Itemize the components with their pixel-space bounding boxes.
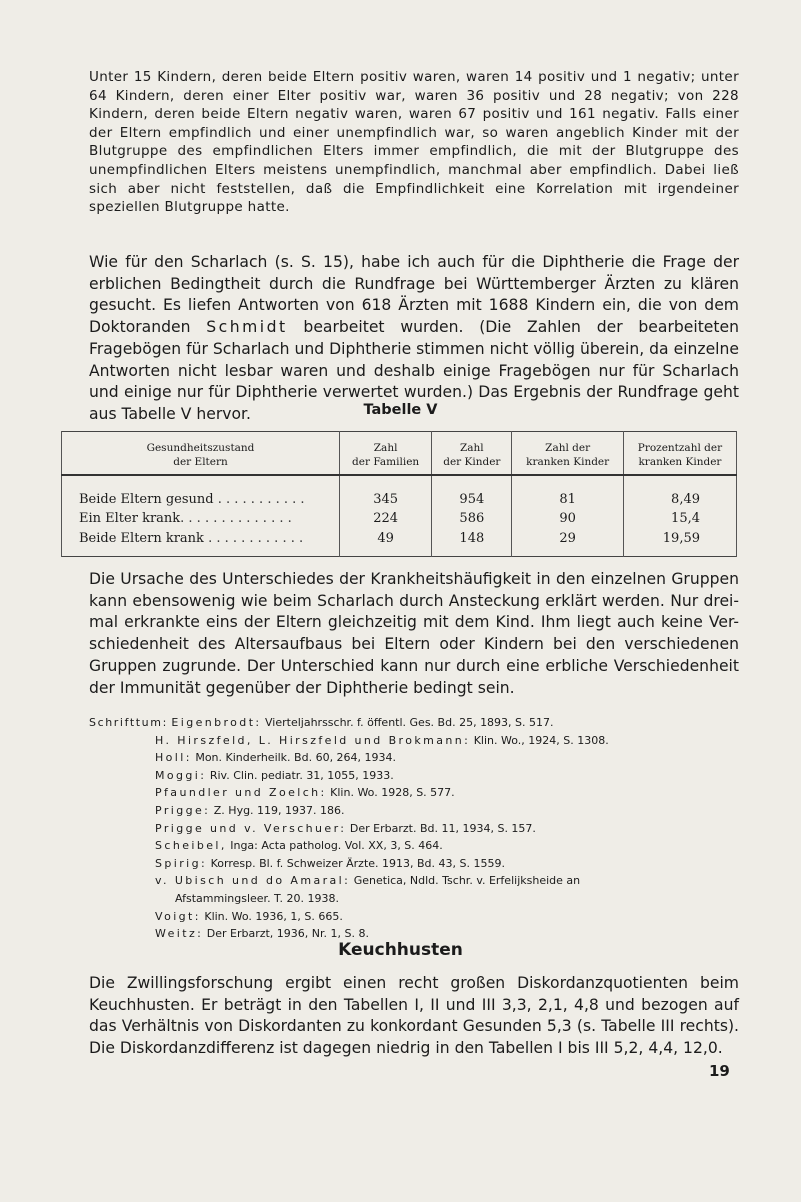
table-row xyxy=(62,529,737,557)
header-children: Zahl der Kinder xyxy=(432,432,512,476)
header-families: Zahl der Familien xyxy=(340,432,432,476)
doctoral-candidate-name: Schmidt xyxy=(206,318,288,337)
row-label: Beide Eltern krank . . . . . . . . . . . . xyxy=(62,529,340,557)
reference-item: v. Ubisch und do Amaral: Genetica, Ndld. Tschr. v. Erfelijksheide an xyxy=(155,874,581,888)
page-number: 19 xyxy=(709,1062,730,1080)
paragraph-diphtheria-survey xyxy=(89,252,739,426)
cell-families: 345 xyxy=(340,475,432,509)
reference-item: Moggi: Riv. Clin. pediatr. 31, 1055, 1933. xyxy=(155,768,394,782)
cell-sick: 81 xyxy=(512,475,623,509)
reference-item: H. Hirszfeld, L. Hirszfeld und Brokmann: Klin. Wo., 1924, S. 1308. xyxy=(155,733,609,747)
table-row xyxy=(62,509,737,528)
reference-item: Voigt: Klin. Wo. 1936, 1, S. 665. xyxy=(155,909,343,923)
header-health-status: Gesundheitszustand der Eltern xyxy=(62,432,340,476)
table-v xyxy=(61,431,737,557)
reference-item-continuation: Afstammingsleer. T. 20. 1938. xyxy=(175,891,339,905)
cell-families: 49 xyxy=(340,529,432,557)
paragraph-text-before: Wie für den Scharlach (s. S. 15), habe ich auch für die Diphtherie die Frage der erblichen Bedingtheit durch die Rundfrage bei Württemberger Ärzten zu klären gesucht. Es liefen Antworten von 618 Ärzten mit 1688 Kindern ein, die von dem Doktoranden xyxy=(89,253,739,337)
table-caption: Tabelle V xyxy=(363,402,438,418)
cell-percent: 15,4 xyxy=(623,509,736,528)
paragraph-whooping-cough: Die Zwillingsforschung ergibt einen recht großen Diskordanzquotienten beim Keuchhusten. Er beträgt in den Tabellen I, II und III 3,3, 2,1, 4,8 und bezogen auf das Verhältnis von Diskordanten zu konkordant Gesunden 5,3 (s. Tabelle III rechts). Die Diskordanzdifferenz ist dagegen niedrig in den Tabellen I bis III 5,2, 4,4, 12,0. xyxy=(89,974,739,1058)
cell-percent: 19,59 xyxy=(623,529,736,557)
header-percent-sick: Prozentzahl der kranken Kinder xyxy=(623,432,736,476)
cell-children: 148 xyxy=(432,529,512,557)
paragraph-blood-groups: Unter 15 Kindern, deren beide Eltern positiv waren, waren 14 positiv und 1 negativ; unter 64 Kindern, deren einer Elter positiv war, waren 36 positiv und 28 negativ; von 228 Kindern, deren beide Eltern negativ waren, waren 67 positiv und 161 negativ. Falls einer der Eltern empfindlich und einer unempfindlich war, so waren angeblich Kinder mit der Blutgruppe des empfindlichen Elters immer empfindlich, die mit der Blutgruppe des unempfindlichen Elters meistens unempfindlich, manchmal aber empfindlich. Dabei ließ sich aber nicht feststellen, daß die Empfindlichkeit eine Korrelation mit irgendeiner speziellen Blutgruppe hatte. xyxy=(89,69,739,216)
references xyxy=(89,714,739,943)
section-heading: Keuchhusten xyxy=(338,940,463,960)
cell-percent: 8,49 xyxy=(623,475,736,509)
reference-item: Prigge: Z. Hyg. 119, 1937. 186. xyxy=(155,803,345,817)
reference-item: Pfaundler und Zoelch: Klin. Wo. 1928, S. 577. xyxy=(155,786,455,800)
cell-children: 954 xyxy=(432,475,512,509)
cell-sick: 90 xyxy=(512,509,623,528)
reference-item: Scheibel, Inga: Acta patholog. Vol. XX, 3, S. 464. xyxy=(155,839,443,853)
cell-sick: 29 xyxy=(512,529,623,557)
references-heading: Schrifttum: xyxy=(89,716,168,729)
table-row xyxy=(62,475,737,509)
table-header-row xyxy=(62,432,737,476)
paragraph-cause-explanation: Die Ursache des Unterschiedes der Krankheitshäufigkeit in den einzelnen Gruppen kann ebensowenig wie beim Scharlach durch Ansteckung erklärt werden. Nur drei-mal erkrankte eins der Eltern gleichzeitig mit dem Kind. Ihm liegt auch keine Ver-schiedenheit des Altersaufbaus bei Eltern oder Kindern bei den verschiedenen Gruppen zugrunde. Der Unterschied kann nur durch eine erbliche Verschiedenheit der Immunität gegenüber der Diphtherie bedingt sein. xyxy=(89,570,739,697)
reference-item: Spirig: Korresp. Bl. f. Schweizer Ärzte. 1913, Bd. 43, S. 1559. xyxy=(155,856,505,870)
header-sick-children: Zahl der kranken Kinder xyxy=(512,432,623,476)
reference-item: Weitz: Der Erbarzt, 1936, Nr. 1, S. 8. xyxy=(155,927,369,941)
reference-item: Prigge und v. Verschuer: Der Erbarzt. Bd. 11, 1934, S. 157. xyxy=(155,821,536,835)
row-label: Ein Elter krank. . . . . . . . . . . . . . xyxy=(62,509,340,528)
paragraph-text-after: bearbeitet wurden. (Die Zahlen der bearbeiteten Fragebögen für Scharlach und Diphtherie stimmen nicht völlig überein, da einzelne Antworten nicht lesbar waren und deshalb einige Fragebögen nur für Scharlach und einige nur für Diphtherie verwertet wurden.) Das Ergebnis der Rundfrage geht aus Tabelle V hervor. xyxy=(89,318,739,423)
row-label: Beide Eltern gesund . . . . . . . . . . . xyxy=(62,475,340,509)
reference-item: Holl: Mon. Kinderheilk. Bd. 60, 264, 1934. xyxy=(155,751,397,765)
cell-children: 586 xyxy=(432,509,512,528)
cell-families: 224 xyxy=(340,509,432,528)
reference-item: Schrifttum: Eigenbrodt: Vierteljahrsschr. f. öffentl. Ges. Bd. 25, 1893, S. 517. xyxy=(89,716,554,729)
